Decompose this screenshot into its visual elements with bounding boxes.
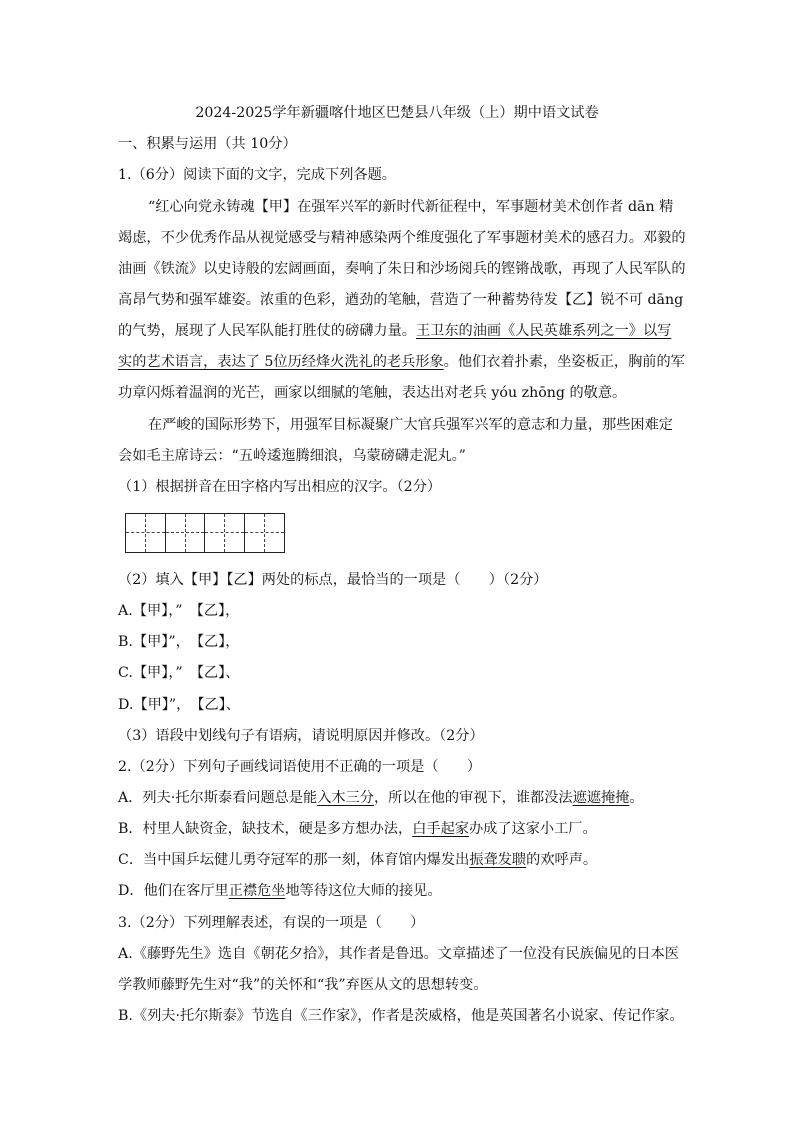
sub-question-3: （3）语段中划线句子有语病，请说明原因并修改。（2分）	[118, 728, 484, 744]
option-text: A．列夫·托尔斯泰看问题总是能	[118, 790, 318, 806]
option-a[interactable]: A.《藤野先生》选自《朝花夕拾》，其作者是鲁迅。文章描述了一位没有民族偏见的日本医	[118, 946, 679, 962]
option-text: C．当中国乒坛健儿勇夺冠军的那一刻，体育馆内爆发出	[118, 852, 470, 868]
option-text: B．村里人缺资金，缺技术，硬是多方想办法，	[118, 821, 413, 837]
option-text: D．他们在客厅里	[118, 883, 229, 899]
passage-line: 竭虑，不少优秀作品从视觉感受与精神感染两个维度强化了军事题材美术的感召力。邓毅的	[118, 230, 686, 246]
section-heading: 一、积累与运用（共 10分）	[118, 136, 297, 152]
passage-text: 。他们衣着扑素，坐姿板正，胸前的军	[443, 354, 685, 370]
passage-line	[118, 321, 678, 341]
option-c[interactable]	[118, 850, 678, 870]
underlined-sentence: 王卫东的油画《人民英雄系列之一》以写	[415, 323, 672, 339]
tianzige-cell[interactable]	[205, 514, 245, 552]
tianzige-grid[interactable]	[125, 513, 285, 553]
option-text: 。	[629, 790, 644, 806]
option-text: 的欢呼声。	[526, 852, 598, 868]
question-3-heading: 3.（2分）下列理解表述，有误的一项是（ ）	[118, 915, 425, 931]
passage-line	[118, 352, 685, 372]
passage-line: 会如毛主席诗云：“五岭逶迤腾细浪，乌蒙磅礴走泥丸。”	[118, 448, 466, 464]
tianzige-cell[interactable]	[126, 514, 166, 552]
passage-line: 功章闪烁着温润的光芒，画家以细腻的笔触，表达出对老兵 yóu zhōng 的敬意。	[118, 385, 627, 401]
option-text: ，所以在他的审视下，谁都没法	[373, 790, 573, 806]
question-2-heading: 2.（2分）下列句子画线词语使用不正确的一项是（ ）	[118, 759, 482, 775]
option-b[interactable]: B.《列夫·托尔斯泰》节选自《三作家》，作者是茨威格，他是英国著名小说家、传记作家。	[118, 1008, 684, 1024]
passage-line: “红心向党永铸魂【甲】在强军兴军的新时代新征程中，军事题材美术创作者 dān 精	[148, 199, 674, 215]
option-d[interactable]: D.【甲】”， 【乙】、	[118, 697, 240, 713]
tianzige-cell[interactable]	[166, 514, 206, 552]
question-1-heading: 1.（6分）阅读下面的文字，完成下列各题。	[118, 167, 396, 183]
passage-line: 油画《铁流》以史诗般的宏阔画面，奏响了朱日和沙场阅兵的铿锵战歌，再现了人民军队的	[118, 261, 686, 277]
option-a[interactable]	[118, 788, 678, 808]
option-text: 地等待这位大师的接见。	[285, 883, 442, 899]
option-text: 办成了这家小工厂。	[468, 821, 597, 837]
underlined-word: 振聋发聩	[469, 852, 527, 868]
sub-question-1: （1）根据拼音在田字格内写出相应的汉字。（2分）	[118, 479, 442, 495]
option-a-continued: 学教师藤野先生对“我”的关怀和“我”弃医从文的思想转变。	[118, 977, 488, 993]
underlined-word: 白手起家	[412, 821, 469, 837]
exam-title: 2024-2025学年新疆喀什地区巴楚县八年级（上）期中语文试卷	[195, 105, 599, 121]
passage-line: 高昂气势和强军雄姿。浓重的色彩，遒劲的笔触，营造了一种蓄势待发【乙】锐不可 dāng	[118, 292, 684, 308]
option-b[interactable]	[118, 819, 678, 839]
passage-line: 在严峻的国际形势下，用强军目标凝聚广大官兵强军兴军的意志和力量，那些困难定	[148, 417, 673, 433]
passage-text: 的气势，展现了人民军队能打胜仗的磅礴力量。	[118, 323, 416, 339]
tianzige-cell[interactable]	[245, 514, 284, 552]
option-a[interactable]: A.【甲】，” 【乙】，	[118, 603, 240, 619]
option-b[interactable]: B.【甲】”， 【乙】，	[118, 634, 240, 650]
sub-question-2: （2）填入【甲】【乙】两处的标点，最恰当的一项是（ ）（2分）	[118, 572, 548, 588]
underlined-word: 遮遮掩掩	[572, 790, 630, 806]
underlined-word: 正襟危坐	[228, 883, 286, 899]
option-c[interactable]: C.【甲】，” 【乙】、	[118, 665, 240, 681]
underlined-word: 入木三分	[317, 790, 374, 806]
underlined-sentence: 实的艺术语言，表达了 5位历经烽火洗礼的老兵形象	[118, 354, 444, 370]
option-d[interactable]	[118, 881, 678, 901]
